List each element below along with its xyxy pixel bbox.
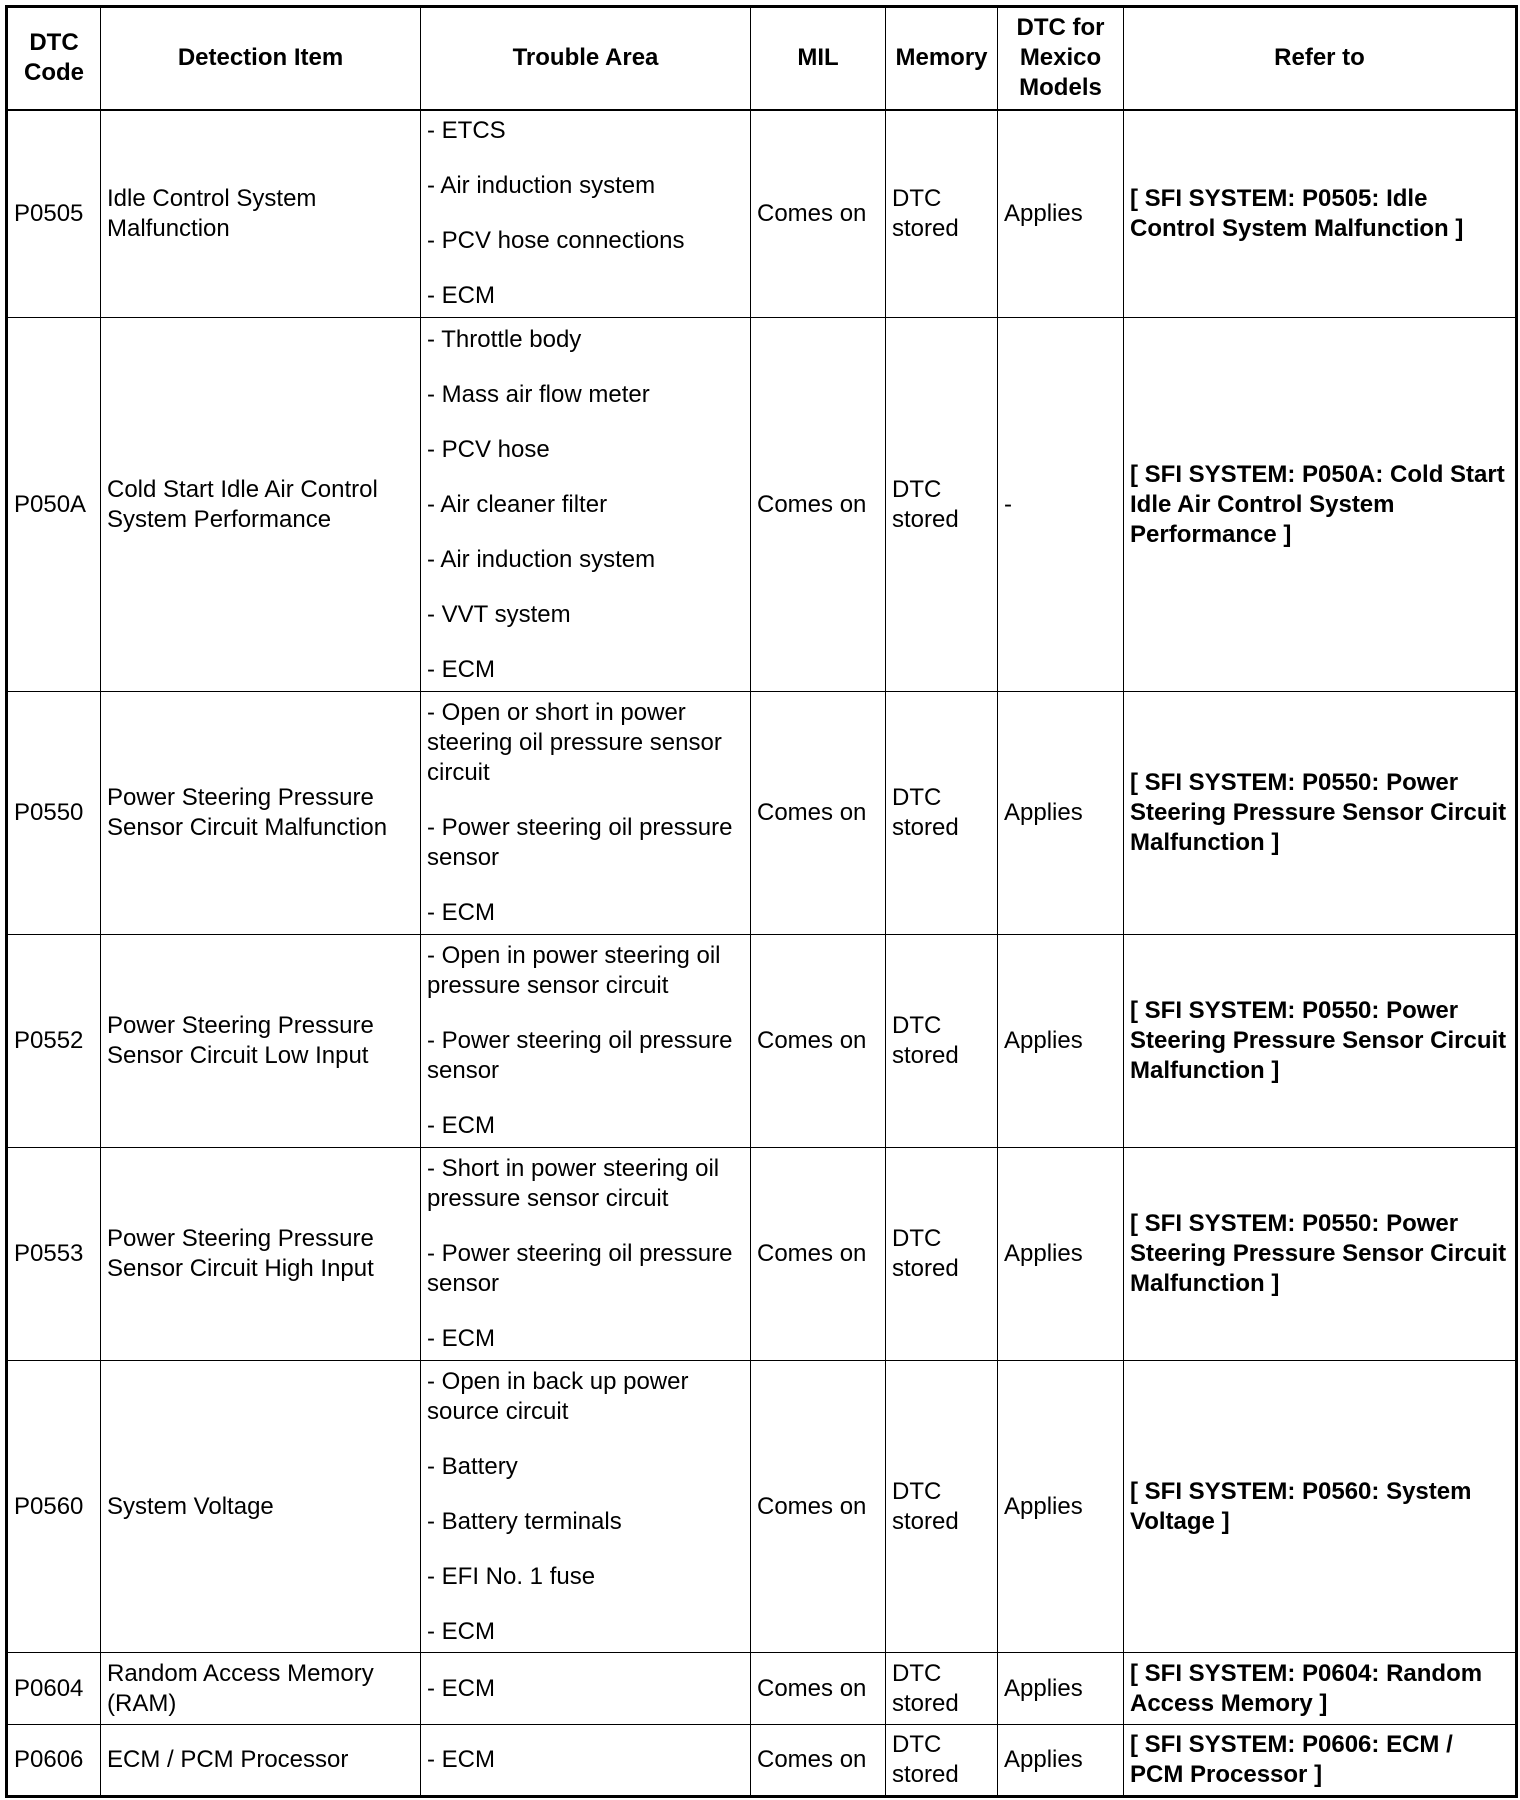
table-header-row <box>7 7 1517 110</box>
memory-cell: DTC stored <box>886 935 998 1148</box>
dtc-code-cell: P050A <box>7 318 101 692</box>
header-mexico: DTC for Mexico Models <box>998 7 1124 110</box>
trouble-area-item: - Air induction system <box>427 545 656 573</box>
trouble-area-cell <box>421 1148 751 1361</box>
trouble-area-item: - Battery terminals <box>427 1507 622 1535</box>
detection-item-cell: Power Steering Pressure Sensor Circuit Low Input <box>101 935 421 1148</box>
trouble-area-item: - Open in power steering oil pressure sensor circuit <box>427 942 721 999</box>
trouble-area-cell <box>421 1361 751 1653</box>
dtc-table-container <box>5 5 1518 1798</box>
trouble-area-item: - ECM <box>427 655 495 683</box>
trouble-area-cell <box>421 1725 751 1797</box>
trouble-area-item: - EFI No. 1 fuse <box>427 1562 596 1590</box>
trouble-area-item: - ECM <box>427 1112 495 1139</box>
trouble-area-item: - Open in back up power source circuit <box>427 1367 689 1425</box>
mil-cell: Comes on <box>751 1725 886 1797</box>
header-detection-item: Detection Item <box>101 7 421 110</box>
trouble-area-item: - Power steering oil pressure sensor <box>427 1240 733 1297</box>
trouble-area-item: - ECM <box>427 1674 495 1702</box>
table-row <box>7 935 1517 1148</box>
trouble-area-cell <box>421 110 751 318</box>
detection-item-cell: Idle Control System Malfunction <box>101 110 421 318</box>
trouble-area-cell <box>421 1653 751 1725</box>
trouble-area-item: - ETCS <box>427 117 506 145</box>
detection-item-cell: System Voltage <box>101 1361 421 1653</box>
trouble-area-item: - Power steering oil pressure sensor <box>427 814 733 871</box>
mil-cell: Comes on <box>751 1653 886 1725</box>
trouble-area-item: - PCV hose connections <box>427 227 685 255</box>
mexico-cell: Applies <box>998 1725 1124 1797</box>
trouble-area-item: - ECM <box>427 1746 495 1773</box>
trouble-area-cell <box>421 692 751 935</box>
trouble-area-item: - VVT system <box>427 600 571 628</box>
refer-to-cell: [ SFI SYSTEM: P0560: System Voltage ] <box>1124 1361 1517 1653</box>
trouble-area-item: - Throttle body <box>427 325 582 353</box>
dtc-code-cell: P0553 <box>7 1148 101 1361</box>
table-row <box>7 1148 1517 1361</box>
mil-cell: Comes on <box>751 1361 886 1653</box>
mexico-cell: Applies <box>998 935 1124 1148</box>
dtc-code-cell: P0604 <box>7 1653 101 1725</box>
trouble-area-cell <box>421 935 751 1148</box>
detection-item-cell: Cold Start Idle Air Control System Performance <box>101 318 421 692</box>
refer-to-cell: [ SFI SYSTEM: P050A: Cold Start Idle Air Control System Performance ] <box>1124 318 1517 692</box>
header-refer-to: Refer to <box>1124 7 1517 110</box>
table-row <box>7 1361 1517 1653</box>
memory-cell: DTC stored <box>886 692 998 935</box>
table-row <box>7 318 1517 692</box>
mil-cell: Comes on <box>751 692 886 935</box>
mil-cell: Comes on <box>751 110 886 318</box>
detection-item-cell: ECM / PCM Processor <box>101 1725 421 1797</box>
header-trouble-area: Trouble Area <box>421 7 751 110</box>
trouble-area-item: - Short in power steering oil pressure sensor circuit <box>427 1155 720 1212</box>
mil-cell: Comes on <box>751 935 886 1148</box>
refer-to-cell: [ SFI SYSTEM: P0550: Power Steering Pressure Sensor Circuit Malfunction ] <box>1124 1148 1517 1361</box>
trouble-area-item: - Air cleaner filter <box>427 490 608 518</box>
trouble-area-item: - PCV hose <box>427 435 550 463</box>
refer-to-cell: [ SFI SYSTEM: P0604: Random Access Memory ] <box>1124 1653 1517 1725</box>
mexico-cell: Applies <box>998 692 1124 935</box>
dtc-code-cell: P0550 <box>7 692 101 935</box>
mexico-cell: - <box>998 318 1124 692</box>
mexico-cell: Applies <box>998 1361 1124 1653</box>
table-row <box>7 110 1517 318</box>
table-row <box>7 692 1517 935</box>
detection-item-cell: Random Access Memory (RAM) <box>101 1653 421 1725</box>
table-body <box>7 110 1517 1797</box>
trouble-area-item: - Air induction system <box>427 172 656 200</box>
refer-to-cell: [ SFI SYSTEM: P0550: Power Steering Pressure Sensor Circuit Malfunction ] <box>1124 935 1517 1148</box>
mexico-cell: Applies <box>998 1653 1124 1725</box>
refer-to-cell: [ SFI SYSTEM: P0505: Idle Control System Malfunction ] <box>1124 110 1517 318</box>
memory-cell: DTC stored <box>886 1653 998 1725</box>
mil-cell: Comes on <box>751 318 886 692</box>
trouble-area-item: - ECM <box>427 1617 495 1645</box>
memory-cell: DTC stored <box>886 110 998 318</box>
memory-cell: DTC stored <box>886 1725 998 1797</box>
trouble-area-item: - Mass air flow meter <box>427 380 650 408</box>
trouble-area-item: - ECM <box>427 1325 495 1352</box>
mil-cell: Comes on <box>751 1148 886 1361</box>
header-dtc-code: DTC Code <box>7 7 101 110</box>
memory-cell: DTC stored <box>886 1148 998 1361</box>
table-row <box>7 1653 1517 1725</box>
trouble-area-item: - ECM <box>427 282 495 310</box>
dtc-table <box>5 5 1518 1798</box>
mexico-cell: Applies <box>998 1148 1124 1361</box>
header-mil: MIL <box>751 7 886 110</box>
dtc-code-cell: P0505 <box>7 110 101 318</box>
detection-item-cell: Power Steering Pressure Sensor Circuit High Input <box>101 1148 421 1361</box>
trouble-area-cell <box>421 318 751 692</box>
trouble-area-item: - Open or short in power steering oil pressure sensor circuit <box>427 699 722 786</box>
refer-to-cell: [ SFI SYSTEM: P0606: ECM / PCM Processor ] <box>1124 1725 1517 1797</box>
mexico-cell: Applies <box>998 110 1124 318</box>
dtc-code-cell: P0606 <box>7 1725 101 1797</box>
detection-item-cell: Power Steering Pressure Sensor Circuit Malfunction <box>101 692 421 935</box>
dtc-code-cell: P0560 <box>7 1361 101 1653</box>
trouble-area-item: - ECM <box>427 899 495 926</box>
table-row <box>7 1725 1517 1797</box>
memory-cell: DTC stored <box>886 1361 998 1653</box>
memory-cell: DTC stored <box>886 318 998 692</box>
trouble-area-item: - Power steering oil pressure sensor <box>427 1027 733 1084</box>
refer-to-cell: [ SFI SYSTEM: P0550: Power Steering Pressure Sensor Circuit Malfunction ] <box>1124 692 1517 935</box>
trouble-area-item: - Battery <box>427 1452 518 1480</box>
dtc-code-cell: P0552 <box>7 935 101 1148</box>
header-memory: Memory <box>886 7 998 110</box>
